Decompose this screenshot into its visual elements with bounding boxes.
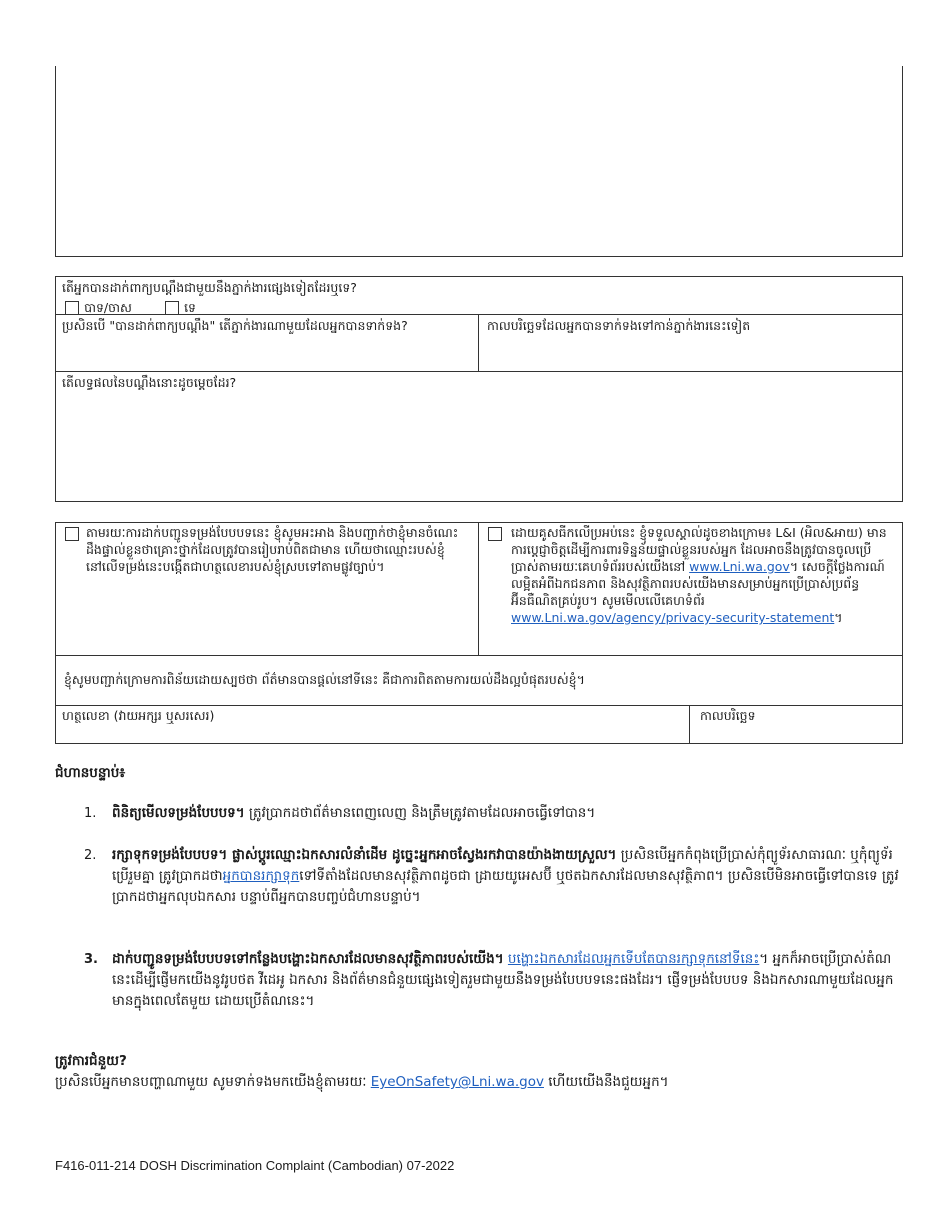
consent-left-text: តាមរយៈការដាក់បញ្ជូនទម្រង់បែបបទនេះ ខ្ញុំសូមអះអាង និងបញ្ជាក់ថាខ្ញុំមានចំណេះដឹងផ្ទាល់ខ្លួនថាគ្រោះថ្នាក់ដែលត្រូវបានរៀបរាប់ពិតជាមាន ហើយថាឈ្មោះរបស់ខ្ញុំនៅលើទម្រង់នេះបង្កើតជាហត្ថលេខារបស់ខ្ញុំស្របទៅតាមផ្លូវច្បាប់។ (86, 525, 459, 574)
step-2-text: ប្រសិនបើអ្នកកំពុងប្រើប្រាស់កុំព្យូទ័រសាធារណៈ ឬកុំព្យូទ័រប្រើរួមគ្នា ត្រូវប្រាកដថា (112, 847, 893, 884)
yes-checkbox[interactable] (65, 301, 79, 315)
date-contacted-field[interactable] (479, 314, 902, 371)
consent-right-cell (479, 523, 902, 655)
certify-statement: ខ្ញុំសូមបញ្ជាក់ក្រោមការពិន័យដោយស្បថថា ព័ត៌មានបានផ្ដល់នៅទីនេះ គឺជាការពិតតាមការយល់ដឹងល្អបំផុតរបស់ខ្ញុំ។ (64, 672, 585, 687)
help-text-before: ប្រសិនបើអ្នកមានបញ្ហាណាមួយ សូមទាក់ទងមកយើងខ្ញុំតាមរយៈ (55, 1074, 371, 1090)
no-label: ទេ (184, 300, 196, 315)
privacy-text-3: ។ (834, 610, 843, 625)
step-number: 2. (84, 848, 97, 863)
privacy-statement (511, 524, 893, 626)
upload-link[interactable]: បង្ហោះឯកសារដែលអ្នកទើបតែបានរក្សាទុកនៅទីនេះ (507, 951, 760, 967)
signature-date-field[interactable] (690, 705, 902, 743)
step-1-text: ត្រូវប្រាកដថាព័ត៌មានពេញលេញ និងត្រឹមត្រូវតាមដែលអាចធ្វើទៅបាន។ (244, 805, 596, 821)
privacy-text-1: ដោយគូសធីកលើប្រអប់នេះ ខ្ញុំទទួលស្គាល់ដូចខាងក្រោម៖ L&I (អិល&អាយ) មានការប្ដេជ្ញាចិត្តដើម្បីការពារទិន្នន័យផ្ទាល់ខ្លួនរបស់អ្នក ដែលអាចនឹងត្រូវបានចូលប្រើប្រាស់តាមរយៈគេហទំព័ររបស់យើងនៅ (511, 525, 887, 574)
consent-left-cell (56, 523, 479, 655)
consent-left-checkbox[interactable] (65, 527, 79, 541)
outcome-label: តើលទ្ធផលនៃបណ្ដឹងនោះដូចម្ដេចដែរ? (62, 375, 237, 390)
other-complaint-section (55, 276, 903, 502)
help-text-after: ហើយយើងនឹងជួយអ្នក។ (543, 1074, 669, 1090)
lni-website-link[interactable]: www.Lni.wa.gov (689, 559, 790, 574)
step-1 (112, 803, 902, 824)
help-heading: ត្រូវការជំនួយ? (55, 1053, 127, 1069)
consent-section (55, 522, 903, 744)
help-email-link[interactable]: EyeOnSafety@Lni.wa.gov (370, 1074, 544, 1090)
no-checkbox[interactable] (165, 301, 179, 315)
step-3-bold: ដាក់បញ្ជូនទម្រង់បែបបទទៅកន្លែងបង្ហោះឯកសារដែលមានសុវត្ថិភាពរបស់យើង។ (112, 951, 504, 967)
row-divider (56, 655, 902, 656)
privacy-text-2: ។ សេចក្តីថ្លែងការណ៍លម្អិតអំពីឯកជនភាព និងសុវត្ថិភាពរបស់យើងមានសម្រាប់អ្នកប្រើប្រាស់ប្រព័ន្ធអ៊ីនធឺណិតគ្រប់រូប។ សូមមើលលើគេហទំព័រ (511, 559, 885, 608)
step-2-bold: រក្សាទុកទម្រង់បែបបទ។ ផ្លាស់ប្ដូរឈ្មោះឯកសារលំនាំដើម ដូច្នេះអ្នកអាចស្វែងរកវាបានយ៉ាងងាយស្រួល។ (112, 847, 617, 863)
signature-date-label: កាលបរិច្ឆេទ (700, 708, 756, 723)
signature-field[interactable] (56, 705, 690, 743)
step-number: 1. (84, 806, 97, 821)
other-complaint-question: តើអ្នកបានដាក់ពាក្យបណ្ដឹងជាមួយនឹងភ្នាក់ងារផ្សេងទៀតដែរឬទេ? (62, 280, 357, 295)
which-agency-field[interactable] (56, 314, 479, 371)
step-3-text: ។ អ្នកក៏អាចប្រើប្រាស់តំណនេះដើម្បីផ្ញើមកយើងនូវរូបថត វីដេអូ ឯកសារ និងព័ត៌មានជំនួយផ្សេងទៀតរួមជាមួយនឹងទម្រង់បែបបទនេះផងដែរ។ ផ្ញើទម្រង់បែបបទ និងឯកសារណាមួយដែលអ្នកមានក្នុងពេលតែមួយ ដោយប្រើតំណនេះ។ (112, 951, 894, 1009)
privacy-statement-link[interactable]: www.Lni.wa.gov/agency/privacy-security-statement (511, 610, 835, 625)
step-1-bold: ពិនិត្យមើលទម្រង់បែបបទ។ (112, 805, 245, 821)
outcome-field[interactable] (56, 371, 902, 501)
help-line (55, 1072, 915, 1092)
saved-it-link[interactable]: អ្នកបានរក្សាទុក (222, 868, 300, 884)
date-contacted-label: កាលបរិច្ឆេទដែលអ្នកបានទាក់ទងទៅកាន់ភ្នាក់ងារនេះទៀត (487, 318, 751, 333)
yes-label: បាទ/ចាស (84, 300, 132, 315)
next-steps-heading: ជំហានបន្ទាប់៖ (55, 765, 126, 781)
step-2-text-2: ទៅទីតាំងដែលមានសុវត្ថិភាពដូចជា ដ្រាយយូអេសប៊ី ឬថតឯកសារដែលមានសុវត្ថិភាព។ ប្រសិនបើមិនអាចធ្វើទៅបានទេ ត្រូវប្រាកដថាអ្នកលុបឯកសារ បន្ទាប់ពីអ្នកបានបញ្ចប់ជំហានបន្ទាប់។ (112, 868, 899, 905)
step-number: 3. (84, 952, 98, 967)
step-2 (112, 845, 902, 908)
top-text-area[interactable] (55, 66, 903, 257)
signature-label: ហត្ថលេខា (វាយអក្សរ ឬសរសេរ) (62, 708, 215, 723)
step-3 (112, 949, 902, 1012)
form-id-footer: F416-011-214 DOSH Discrimination Complaint (Cambodian) 07-2022 (55, 1158, 455, 1173)
which-agency-label: ប្រសិនបើ "បានដាក់ពាក្យបណ្ដឹង" តើភ្នាក់ងារណាមួយដែលអ្នកបានទាក់ទង? (62, 318, 408, 333)
consent-right-checkbox[interactable] (488, 527, 502, 541)
